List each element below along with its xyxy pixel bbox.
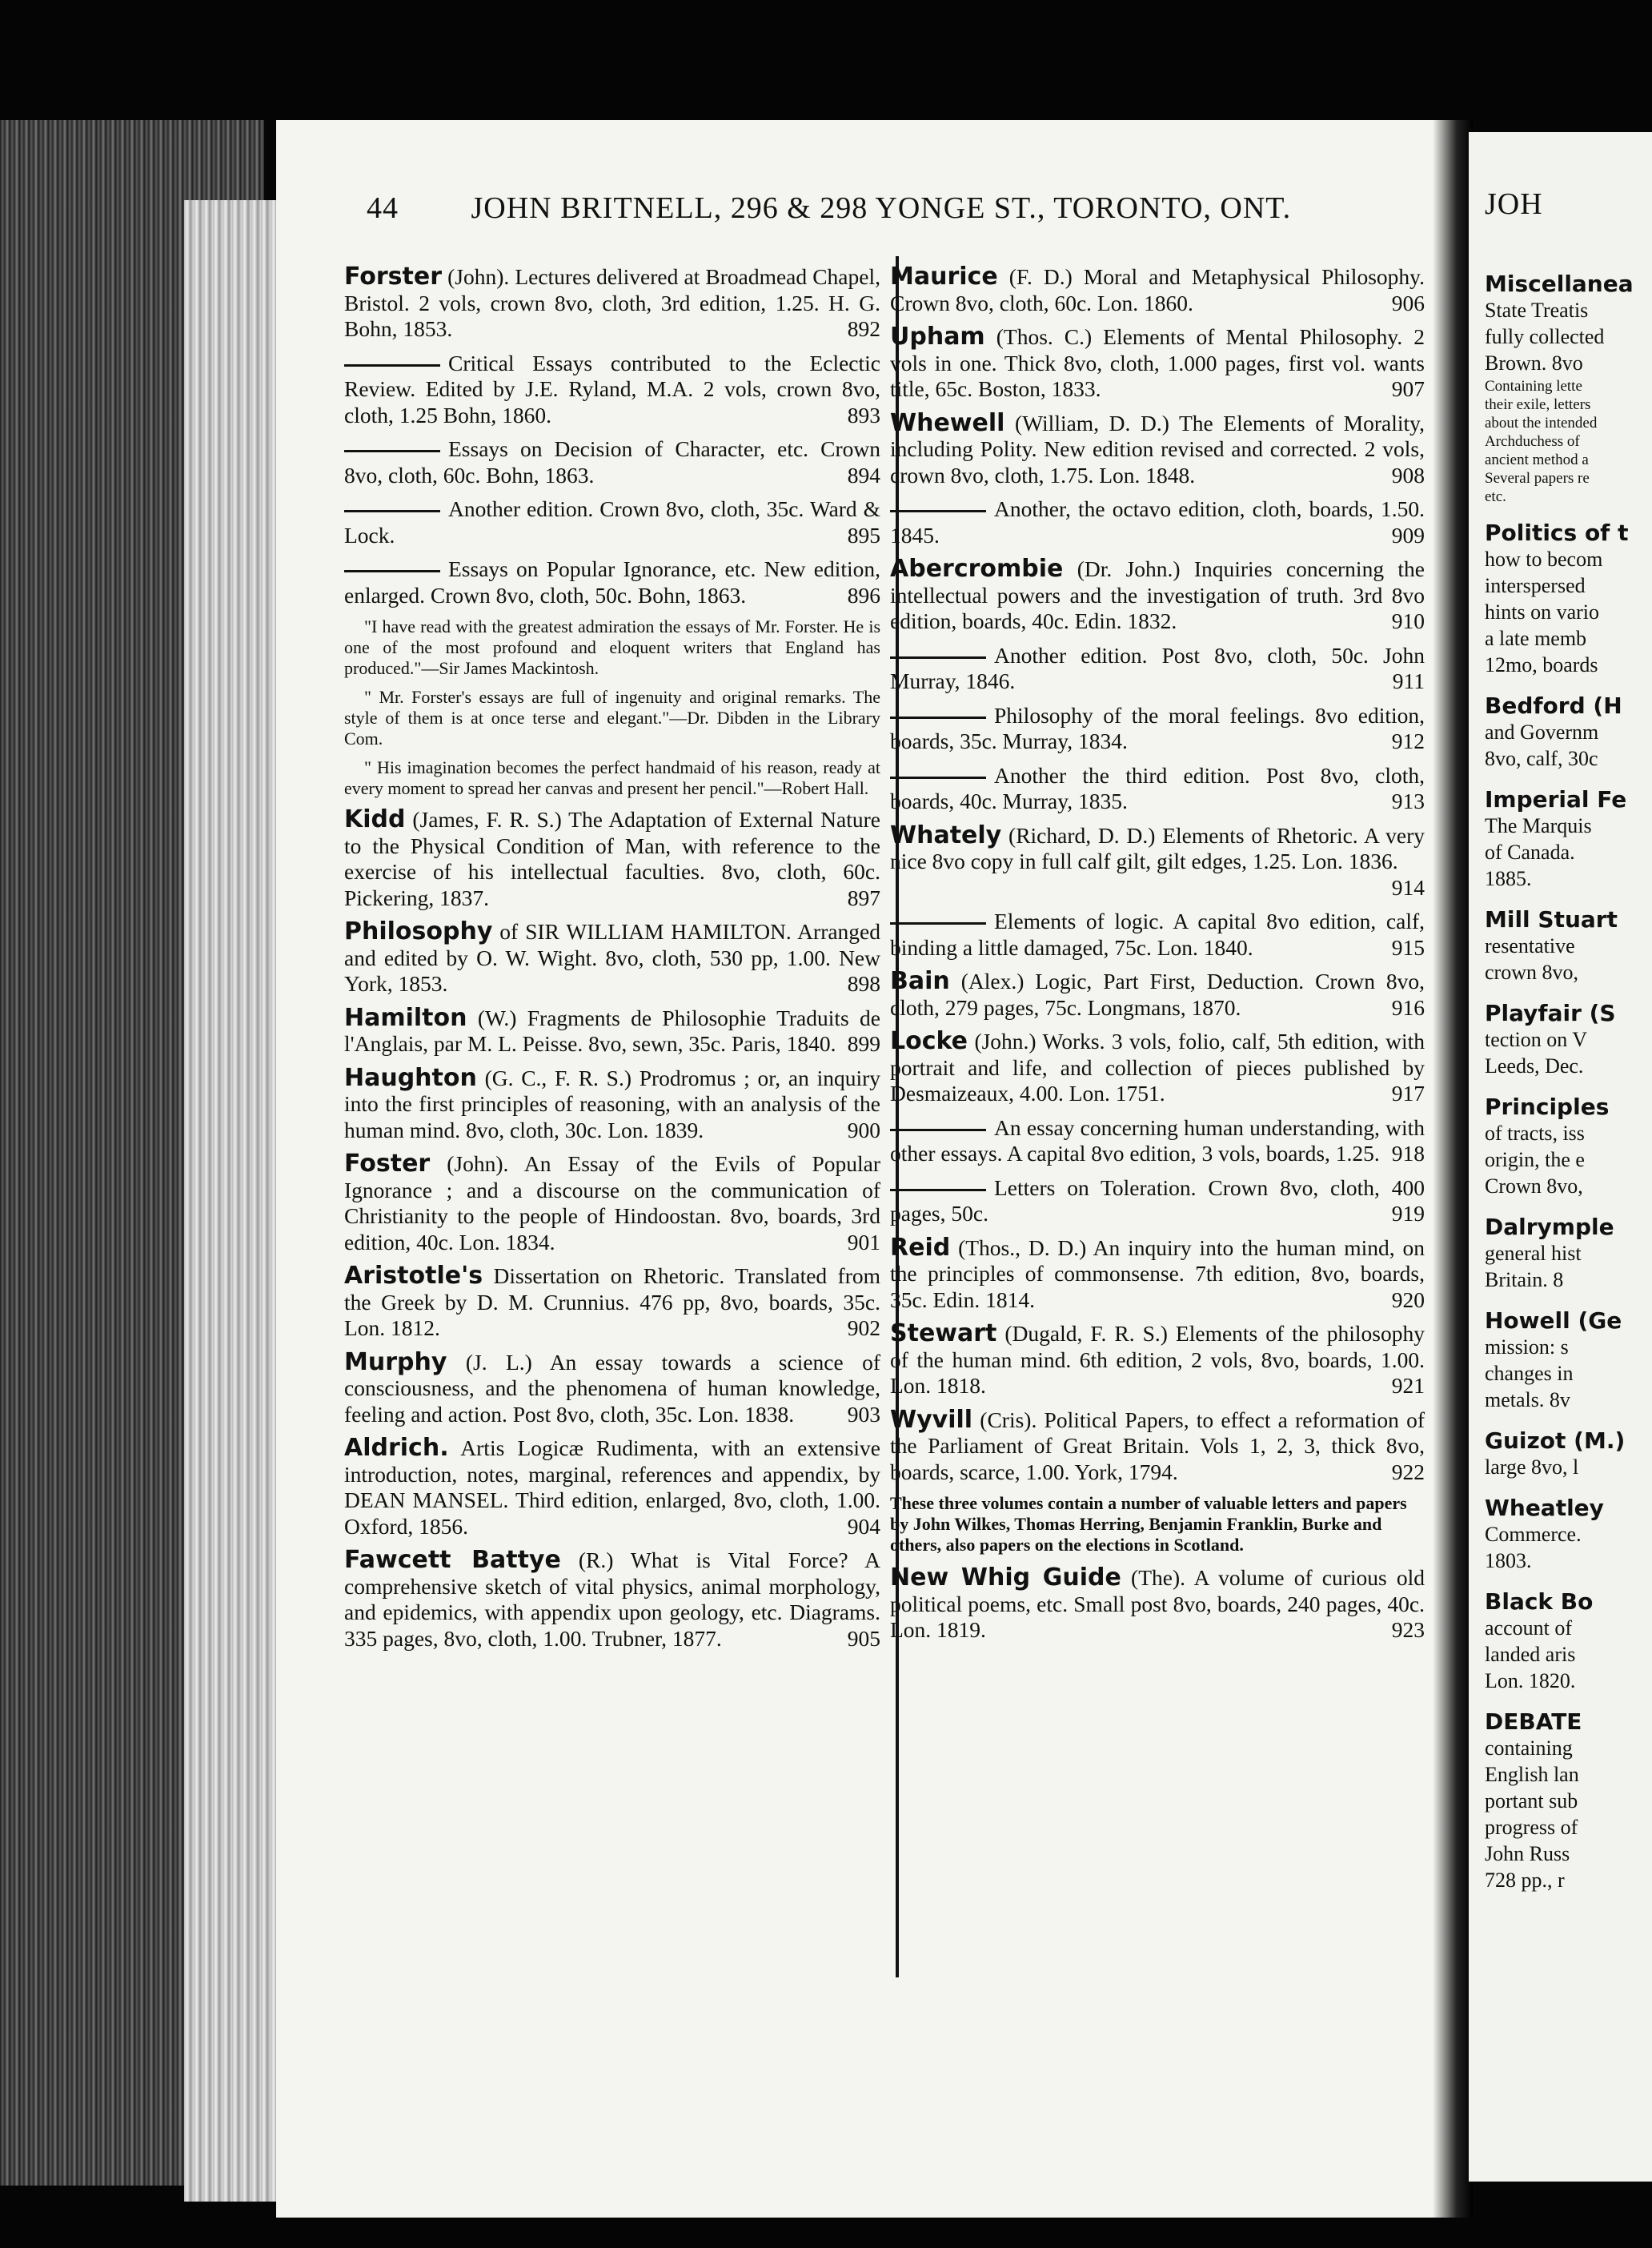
entry-description: (John.) Works. 3 vols, folio, calf, 5th edition, with portrait and life, and collection of pieces published by Desmaizeaux, 4.00. Lon. 1751. [890, 1029, 1425, 1106]
catalogue-subentry [344, 436, 880, 488]
entry-description: (Alex.) Logic, Part First, Deduction. Crown 8vo, cloth, 279 pages, 75c. Longmans, 1870. [890, 969, 1425, 1020]
entry-number: 898 [847, 971, 880, 996]
left-column [344, 264, 880, 1660]
facing-entry-text: State Treatis [1485, 299, 1589, 322]
review-quote: " Mr. Forster's essays are full of ingenuity and original remarks. The style of them is at once terse and elegant."—Dr. Dibden in the Library Com. [344, 687, 880, 749]
entry-number: 908 [1391, 462, 1425, 488]
entry-author: Locke [890, 1027, 968, 1055]
entry-description: (Thos. C.) Elements of Mental Philosophy. 2 vols in one. Thick 8vo, cloth, 1.000 pages, first vol. wants title, 65c. Boston, 1833. [890, 324, 1425, 401]
entry-author: Bain [890, 967, 950, 995]
facing-entry-text: about the intended [1485, 415, 1598, 432]
entry-author: Murphy [344, 1347, 447, 1376]
entry-number: 905 [847, 1625, 880, 1651]
page-stack-edge [184, 200, 280, 2202]
right-column [890, 264, 1425, 1652]
entry-author: Upham [890, 323, 985, 351]
entry-number: 919 [1391, 1201, 1425, 1226]
catalogue-entry [344, 807, 880, 911]
entry-author: Abercrombie [890, 555, 1064, 583]
entry-description: (Thos., D. D.) An inquiry into the human mind, on the principles of commonsense. 7th edition, 8vo, boards, 35c. Edin. 1814. [890, 1234, 1425, 1312]
facing-entry-text: Leeds, Dec. [1485, 1054, 1584, 1078]
facing-entry-heading: Mill Stuart [1485, 906, 1618, 933]
catalogue-entry [890, 408, 1425, 489]
ditto-dash [344, 570, 440, 572]
entry-author: Wyvill [890, 1405, 973, 1434]
facing-entry-text: of tracts, iss [1485, 1122, 1585, 1145]
facing-entry-text: landed aris [1485, 1643, 1576, 1666]
entry-number: 917 [1391, 1081, 1425, 1106]
facing-entry-heading: Black Bo [1485, 1588, 1594, 1615]
facing-entry-text: account of [1485, 1616, 1573, 1640]
entry-description: Another edition. Crown 8vo, cloth, 35c. Ward & Lock. [344, 496, 880, 548]
entry-number: 907 [1391, 376, 1425, 401]
entry-description: Essays on Decision of Character, etc. Crown 8vo, cloth, 60c. Bohn, 1863. [344, 436, 880, 488]
entry-number: 912 [1391, 729, 1425, 753]
entry-description: (G. C., F. R. S.) Prodromus ; or, an inquiry into the first principles of reasoning, with an analysis of the human mind. 8vo, cloth, 30c. Lon. 1839. [344, 1065, 881, 1142]
facing-entry-text: metals. 8v [1485, 1388, 1570, 1411]
entry-description: Another, the octavo edition, cloth, boards, 1.50. 1845. [890, 496, 1425, 548]
entry-description: Dissertation on Rhetoric. Translated from the Greek by D. M. Crunnius. 476 pp, 8vo, boards, 35c. Lon. 1812. [344, 1263, 880, 1340]
facing-entry-text: general hist [1485, 1242, 1582, 1265]
entry-number: 920 [1391, 1287, 1425, 1312]
catalogue-entry [344, 1347, 881, 1428]
ditto-dash [890, 1129, 986, 1131]
entry-number: 911 [1392, 668, 1425, 693]
facing-entry-text: portant sub [1485, 1789, 1578, 1812]
catalogue-subentry [890, 763, 1425, 815]
entry-author: Whewell [890, 408, 1005, 437]
entry-number: 923 [1391, 1617, 1425, 1642]
entry-description: Essays on Popular Ignorance, etc. New edition, enlarged. Crown 8vo, cloth, 50c. Bohn, 1863. [344, 556, 880, 608]
entry-author: Fawcett Battye [344, 1546, 561, 1574]
facing-entry-text: 12mo, boards [1485, 653, 1598, 676]
entry-description: of SIR WILLIAM HAMILTON. Arranged and edited by O. W. Wight. 8vo, cloth, 530 pp, 1.00. New York, 1853. [344, 919, 881, 996]
catalogue-entry [890, 324, 1425, 403]
entry-number: 896 [847, 582, 880, 608]
entry-author: New Whig Guide [890, 1564, 1121, 1592]
facing-entry-heading: Bedford (H [1485, 692, 1622, 719]
facing-entry-text: and Governm [1485, 721, 1599, 744]
entry-number: 921 [1391, 1373, 1425, 1398]
entry-author: Hamilton [344, 1003, 467, 1032]
entry-description: Critical Essays contributed to the Eclectic Review. Edited by J.E. Ryland, M.A. 2 vols, crown 8vo, cloth, 1.25 Bohn, 1860. [344, 350, 880, 428]
catalogue-subentry [890, 1175, 1425, 1227]
facing-entry-heading: Politics of t [1485, 520, 1629, 546]
facing-entry-text: Lon. 1820. [1485, 1669, 1576, 1692]
facing-entry-text: resentative [1485, 934, 1575, 957]
entry-description: Philosophy of the moral feelings. 8vo edition, boards, 35c. Murray, 1834. [890, 702, 1425, 753]
facing-entry-text: Archduchess of [1485, 433, 1580, 450]
entry-author: Aldrich. [344, 1434, 449, 1462]
book-gutter [1433, 120, 1473, 2218]
entry-number: 918 [1391, 1141, 1425, 1166]
catalogue-entry [890, 823, 1425, 901]
entry-number: 893 [847, 402, 880, 428]
facing-entry-text: The Marquis [1485, 814, 1592, 837]
entry-number: 897 [847, 885, 880, 910]
facing-entry-text: Commerce. [1485, 1523, 1582, 1546]
review-quote: " His imagination becomes the perfect handmaid of his reason, ready at every moment to spread her canvas and present her pencil."—Robert Hall. [344, 757, 880, 798]
facing-entry-text: 728 pp., r [1485, 1869, 1565, 1892]
entry-author: Stewart [890, 1319, 997, 1347]
facing-entry-text: progress of [1485, 1816, 1578, 1839]
entry-author: Maurice [890, 263, 998, 291]
facing-entry-text: interspersed [1485, 574, 1586, 597]
facing-entry-text: hints on vario [1485, 600, 1599, 624]
entry-description: (James, F. R. S.) The Adaptation of External Nature to the Physical Condition of Man, with reference to the exercise of his intellectual faculties. 8vo, cloth, 60c. Pickering, 1837. [344, 807, 881, 910]
facing-entry-text: containing [1485, 1736, 1573, 1760]
facing-entry-text: John Russ [1485, 1842, 1570, 1865]
facing-entry-text: ancient method a [1485, 452, 1589, 468]
page-header [367, 191, 1359, 226]
entry-description: Elements of logic. A capital 8vo edition, calf, binding a little damaged, 75c. Lon. 1840. [890, 909, 1425, 960]
entry-description: (William, D. D.) The Elements of Morality, including Polity. New edition revised and corrected. 2 vols, crown 8vo, cloth, 1.75. Lon. 1848. [890, 410, 1425, 488]
facing-page-header: JOH [1485, 187, 1543, 221]
catalogue-entry [890, 1321, 1425, 1399]
catalogue-entry [890, 1565, 1425, 1644]
entry-number: 910 [1391, 608, 1425, 633]
entry-description: (John). An Essay of the Evils of Popular Ignorance ; and a discourse on the communication of Christianity to the people of Hindoostan. 8vo, boards, 3rd edition, 40c. Lon. 1834. [344, 1151, 880, 1254]
ditto-dash [344, 364, 440, 367]
facing-entry-text: etc. [1485, 488, 1506, 505]
ditto-dash [890, 922, 986, 925]
page-title: JOHN BRITNELL, 296 & 298 YONGE ST., TORONTO, ONT. [471, 191, 1292, 225]
entry-number: 902 [847, 1315, 880, 1340]
entry-number: 904 [847, 1513, 880, 1539]
entry-description: (The). A volume of curious old political poems, etc. Small post 8vo, boards, 240 pages, 40c. Lon. 1819. [890, 1565, 1425, 1642]
entry-number: 903 [847, 1401, 880, 1427]
facing-entry-text: how to becom [1485, 548, 1603, 571]
entry-author: Reid [890, 1233, 951, 1262]
facing-entry-heading: DEBATE [1485, 1708, 1582, 1735]
catalogue-entry [344, 1435, 880, 1539]
facing-entry-heading: Miscellanea [1485, 271, 1634, 297]
catalogue-subentry [344, 556, 880, 608]
editorial-note: These three volumes contain a number of valuable letters and papers by John Wilkes, Thomas Herring, Benjamin Franklin, Burke and others, also papers on the elections in Scotland. [890, 1493, 1407, 1555]
facing-entry-text: their exile, letters [1485, 396, 1591, 413]
entry-number: 916 [1391, 994, 1425, 1020]
entry-description: Letters on Toleration. Crown 8vo, cloth, 400 pages, 50c. [890, 1174, 1425, 1226]
entry-author: Foster [344, 1150, 431, 1178]
facing-entry-text: of Canada. [1485, 841, 1575, 864]
entry-description: Another the third edition. Post 8vo, cloth, boards, 40c. Murray, 1835. [890, 762, 1425, 813]
entry-number: 914 [1391, 874, 1425, 900]
entry-description: (J. L.) An essay towards a science of consciousness, and the phenomena of human knowledge, feeling and action. Post 8vo, cloth, 35c. Lon. 1838. [344, 1349, 881, 1427]
entry-number: 900 [847, 1117, 880, 1142]
entry-author: Haughton [344, 1063, 477, 1092]
entry-number: 913 [1391, 789, 1425, 813]
facing-entry-text: Brown. 8vo [1485, 351, 1583, 375]
catalogue-entry [890, 1029, 1425, 1107]
entry-number: 901 [847, 1229, 880, 1254]
page-number: 44 [367, 191, 399, 225]
catalogue-entry [344, 1263, 880, 1342]
ditto-dash [890, 510, 986, 512]
entry-description: (Richard, D. D.) Elements of Rhetoric. A very nice 8vo copy in full calf gilt, gilt edges, 1.25. Lon. 1836. [890, 822, 1425, 873]
facing-entry-text: Britain. 8 [1485, 1268, 1564, 1291]
facing-entry-heading: Imperial Fe [1485, 786, 1627, 813]
facing-entry-text: origin, the e [1485, 1148, 1585, 1171]
entry-number: 899 [847, 1031, 880, 1056]
catalogue-subentry [344, 351, 880, 429]
facing-entry-text: Containing lette [1485, 378, 1582, 395]
catalogue-entry [890, 264, 1425, 316]
catalogue-subentry [890, 496, 1425, 548]
ditto-dash [890, 1189, 986, 1191]
catalogue-subentry [890, 703, 1425, 755]
ditto-dash [344, 450, 440, 452]
entry-number: 894 [847, 462, 880, 488]
catalogue-entry [344, 1151, 880, 1255]
facing-entry-text: 1803. [1485, 1549, 1532, 1572]
entry-author: Philosophy [344, 917, 493, 945]
entry-number: 895 [847, 522, 880, 548]
facing-entry-text: English lan [1485, 1763, 1579, 1786]
facing-entry-heading: Wheatley [1485, 1495, 1604, 1521]
ditto-dash [890, 656, 986, 659]
review-quote: "I have read with the greatest admiration the essays of Mr. Forster. He is one of the most profound and eloquent writers that England has produced."—Sir James Mackintosh. [344, 616, 880, 678]
facing-page-fragment [1469, 132, 1652, 2182]
facing-entry-heading: Principles [1485, 1094, 1610, 1120]
catalogue-subentry [344, 496, 880, 548]
entry-description: (R.) What is Vital Force? A comprehensive sketch of vital physics, animal morphology, and epidemics, with appendix upon geology, etc. Diagrams. 335 pages, 8vo, cloth, 1.00. Trubner, 1877. [344, 1548, 880, 1651]
catalogue-entry [344, 1548, 880, 1652]
facing-entry-heading: Howell (Ge [1485, 1307, 1622, 1334]
catalogue-entry [890, 969, 1425, 1021]
entry-author: Forster [344, 263, 443, 291]
entry-number: 909 [1391, 522, 1425, 548]
catalogue-entry [344, 919, 880, 998]
facing-entry-text: fully collected [1485, 325, 1605, 348]
entry-description: (Cris). Political Papers, to effect a reformation of the Parliament of Great Britain. Vols 1, 2, 3, thick 8vo, boards, scarce, 1.00. York, 1794. [890, 1407, 1425, 1484]
facing-entry-text: tection on V [1485, 1028, 1588, 1051]
facing-entry-text: 1885. [1485, 867, 1532, 890]
catalogue-subentry [890, 909, 1425, 961]
entry-description: (Dugald, F. R. S.) Elements of the philosophy of the human mind. 6th edition, 2 vols, 8vo, boards, 1.00. Lon. 1818. [890, 1321, 1425, 1398]
entry-description: (W.) Fragments de Philosophie Traduits de l'Anglais, par M. L. Peisse. 8vo, sewn, 35c. Paris, 1840. [344, 1005, 881, 1056]
entry-author: Whately [890, 821, 1002, 849]
ditto-dash [890, 717, 986, 719]
entry-description: Another edition. Post 8vo, cloth, 50c. John Murray, 1846. [890, 642, 1425, 693]
catalogue-entry [344, 1003, 881, 1058]
catalogue-subentry [890, 1115, 1425, 1167]
facing-entry-text: mission: s [1485, 1335, 1569, 1359]
catalogue-entry [890, 1407, 1425, 1486]
catalogue-entry [344, 264, 880, 343]
catalogue-subentry [890, 643, 1425, 695]
entry-description: Artis Logicæ Rudimenta, with an extensive introduction, notes, marginal, references and appendix, by DEAN MANSEL. Third edition, enlarged, 8vo, cloth, 1.00. Oxford, 1856. [344, 1435, 881, 1539]
entry-description: (Dr. John.) Inquiries concerning the intellectual powers and the investigation of truth. 3rd 8vo edition, boards, 40c. Edin. 1832. [890, 556, 1425, 633]
catalogue-entry [890, 1235, 1425, 1314]
catalogue-entry [344, 1063, 881, 1144]
entry-number: 892 [847, 316, 880, 341]
facing-entry-text: changes in [1485, 1362, 1574, 1385]
entry-number: 915 [1391, 934, 1425, 960]
catalogue-entry [890, 556, 1425, 635]
facing-entry-text: 8vo, calf, 30c [1485, 747, 1598, 770]
entry-description: (F. D.) Moral and Metaphysical Philosophy. Crown 8vo, cloth, 60c. Lon. 1860. [890, 264, 1425, 315]
entry-description: (John). Lectures delivered at Broadmead Chapel, Bristol. 2 vols, crown 8vo, cloth, 3rd edition, 1.25. H. G. Bohn, 1853. [344, 264, 880, 341]
facing-entry-heading: Playfair (S [1485, 1000, 1616, 1026]
entry-description: An essay concerning human understanding, with other essays. A capital 8vo edition, 3 vols, boards, 1.25. [890, 1114, 1425, 1166]
entry-number: 922 [1391, 1459, 1425, 1484]
entry-author: Aristotle's [344, 1262, 483, 1290]
entry-author: Kidd [344, 805, 406, 833]
ditto-dash [344, 510, 440, 512]
entry-number: 906 [1391, 290, 1425, 315]
facing-entry-text: large 8vo, l [1485, 1455, 1579, 1479]
facing-entry-heading: Dalrymple [1485, 1214, 1614, 1240]
facing-entry-heading: Guizot (M.) [1485, 1427, 1626, 1454]
facing-entry-text: Several papers re [1485, 470, 1590, 487]
facing-entry-text: crown 8vo, [1485, 961, 1578, 984]
facing-entry-text: a late memb [1485, 627, 1587, 650]
ditto-dash [890, 777, 986, 779]
facing-entry-text: Crown 8vo, [1485, 1174, 1583, 1198]
